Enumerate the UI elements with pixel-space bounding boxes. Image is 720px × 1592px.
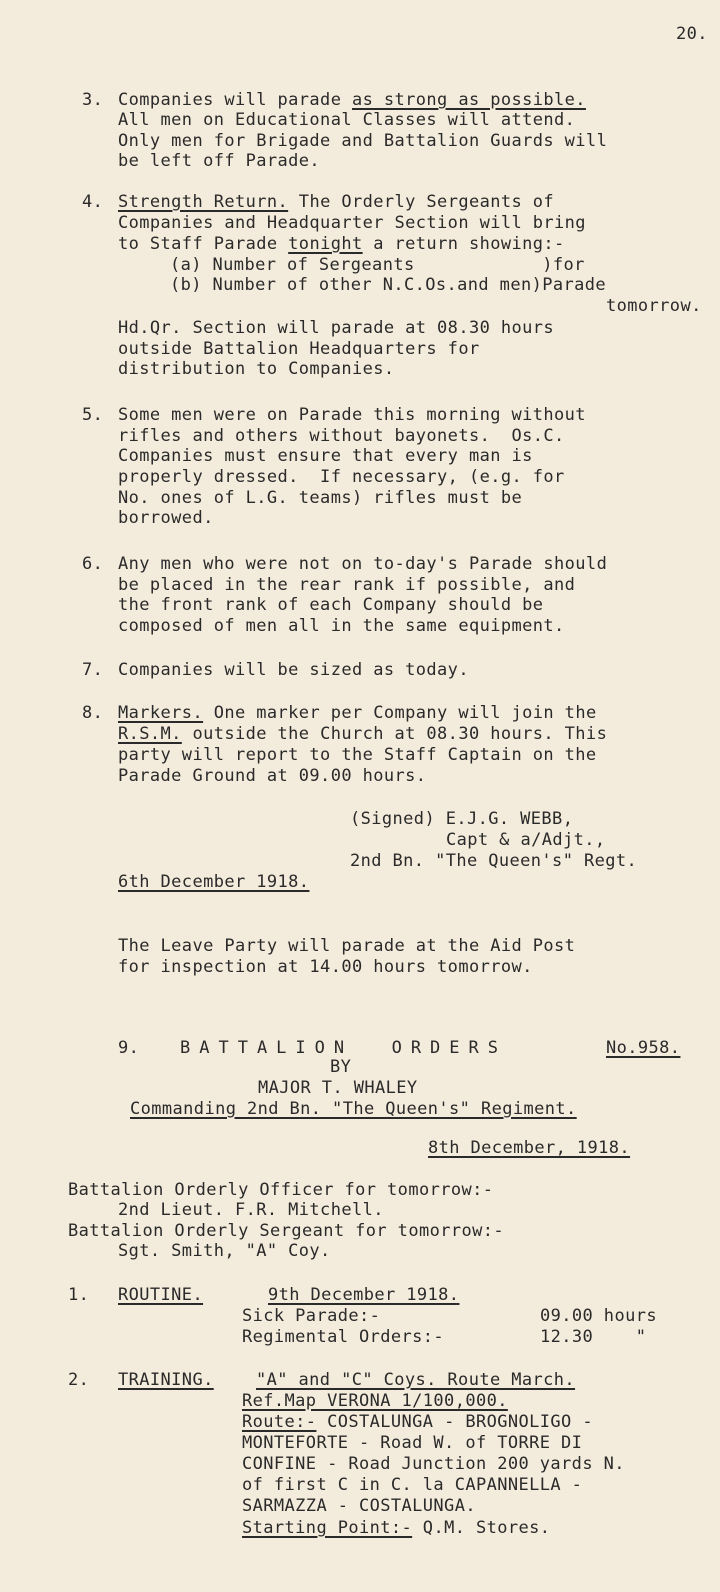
item-6-line-1: Any men who were not on to-day's Parade should (118, 554, 608, 574)
training-line-1: "A" and "C" Coys. Route March. (256, 1370, 576, 1390)
item-4-line-7: Hd.Qr. Section will parade at 08.30 hours (118, 318, 555, 338)
orders-number: 9. (118, 1038, 140, 1058)
page-number: 20. (676, 24, 708, 44)
training-start-label: Starting Point:- (242, 1518, 413, 1538)
item-3-line-1 (118, 90, 586, 110)
item-4-text: The Orderly Sergeants of (288, 192, 555, 212)
item-4-line-6: tomorrow. (606, 296, 702, 316)
item-4-line-2: Companies and Headquarter Section will bring (118, 213, 586, 233)
routine-regt-time: 12.30 " (540, 1327, 647, 1347)
item-4-heading: Strength Return. (118, 192, 289, 212)
item-6-line-4: composed of men all in the same equipment. (118, 616, 565, 636)
signature-date: 6th December 1918. (118, 872, 310, 892)
routine-regt: Regimental Orders:- (242, 1327, 445, 1347)
orders-no: No.958. (606, 1038, 681, 1058)
training-line-3 (242, 1412, 593, 1432)
item-4-line-4: (a) Number of Sergeants )for (170, 255, 585, 275)
officer-line-4: Sgt. Smith, "A" Coy. (118, 1241, 331, 1261)
routine-sick: Sick Parade:- (242, 1306, 381, 1326)
training-line-6: of first C in C. la CAPANNELLA - (242, 1475, 583, 1495)
item-4-line-1 (118, 192, 554, 212)
orders-commanding: Commanding 2nd Bn. "The Queen's" Regiment. (130, 1099, 577, 1119)
orders-major: MAJOR T. WHALEY (258, 1078, 418, 1098)
item-4-text-a: to Staff Parade (118, 234, 289, 254)
training-heading: TRAINING. (118, 1370, 214, 1390)
signature-unit: 2nd Bn. "The Queen's" Regt. (350, 851, 638, 871)
signature-rank: Capt & a/Adjt., (446, 830, 606, 850)
item-5-line-2: rifles and others without bayonets. Os.C. (118, 426, 565, 446)
training-number: 2. (68, 1370, 90, 1390)
training-line-7: SARMAZZA - COSTALUNGA. (242, 1496, 476, 1516)
item-4-tonight: tonight (288, 234, 363, 254)
officer-line-1: Battalion Orderly Officer for tomorrow:- (68, 1180, 494, 1200)
item-8-heading: Markers. (118, 703, 204, 723)
item-4-text-c: a return showing:- (362, 234, 565, 254)
training-route-label: Route:- (242, 1412, 317, 1432)
item-5-line-6: borrowed. (118, 508, 214, 528)
item-4-number: 4. (82, 192, 104, 212)
item-5-line-3: Companies must ensure that every man is (118, 446, 533, 466)
orders-date: 8th December, 1918. (428, 1138, 631, 1158)
item-7-line-1: Companies will be sized as today. (118, 660, 469, 680)
item-3-number: 3. (82, 90, 104, 110)
officer-line-3: Battalion Orderly Sergeant for tomorrow:- (68, 1221, 505, 1241)
training-route-text: COSTALUNGA - BROGNOLIGO - (316, 1412, 593, 1432)
routine-date: 9th December 1918. (268, 1285, 460, 1305)
leave-line-1: The Leave Party will parade at the Aid Post (118, 936, 576, 956)
item-5-number: 5. (82, 405, 104, 425)
item-4-line-8: outside Battalion Headquarters for (118, 339, 480, 359)
routine-heading: ROUTINE. (118, 1285, 204, 1305)
item-8-text-2: outside the Church at 08.30 hours. This (181, 724, 608, 744)
training-start-text: Q.M. Stores. (412, 1518, 551, 1538)
training-line-5: CONFINE - Road Junction 200 yards N. (242, 1454, 625, 1474)
training-line-4: MONTEFORTE - Road W. of TORRE DI (242, 1433, 583, 1453)
orders-by: BY (330, 1057, 352, 1077)
routine-sick-time: 09.00 hours (540, 1306, 657, 1326)
item-8-line-2 (118, 724, 607, 744)
item-8-line-4: Parade Ground at 09.00 hours. (118, 766, 427, 786)
item-6-line-3: the front rank of each Company should be (118, 595, 544, 615)
item-3-line-2: All men on Educational Classes will attend. (118, 110, 576, 130)
officer-line-2: 2nd Lieut. F.R. Mitchell. (118, 1200, 384, 1220)
item-4-line-9: distribution to Companies. (118, 359, 395, 379)
training-line-8 (242, 1518, 550, 1538)
item-5-line-5: No. ones of L.G. teams) rifles must be (118, 488, 523, 508)
item-3-emphasis: as strong as possible. (351, 90, 586, 110)
orders-title: BATTALION ORDERS (180, 1038, 507, 1058)
routine-number: 1. (68, 1285, 90, 1305)
item-4-line-3 (118, 234, 565, 254)
item-8-text: One marker per Company will join the (203, 703, 597, 723)
leave-line-2: for inspection at 14.00 hours tomorrow. (118, 957, 533, 977)
item-8-rsm: R.S.M. (118, 724, 182, 744)
training-line-2: Ref.Map VERONA 1/100,000. (242, 1391, 508, 1411)
item-4-line-5: (b) Number of other N.C.Os.and men)Parade (170, 275, 607, 295)
item-8-number: 8. (82, 703, 104, 723)
item-6-number: 6. (82, 554, 104, 574)
item-3-line-4: be left off Parade. (118, 151, 321, 171)
item-3-line-3: Only men for Brigade and Battalion Guards will (118, 131, 608, 151)
item-8-line-1 (118, 703, 597, 723)
item-5-line-1: Some men were on Parade this morning without (118, 405, 586, 425)
item-3-text: Companies will parade (118, 90, 352, 110)
item-6-line-2: be placed in the rear rank if possible, and (118, 575, 576, 595)
item-5-line-4: properly dressed. If necessary, (e.g. for (118, 467, 565, 487)
item-7-number: 7. (82, 660, 104, 680)
item-8-line-3: party will report to the Staff Captain on the (118, 745, 597, 765)
signature-name: (Signed) E.J.G. WEBB, (350, 809, 574, 829)
